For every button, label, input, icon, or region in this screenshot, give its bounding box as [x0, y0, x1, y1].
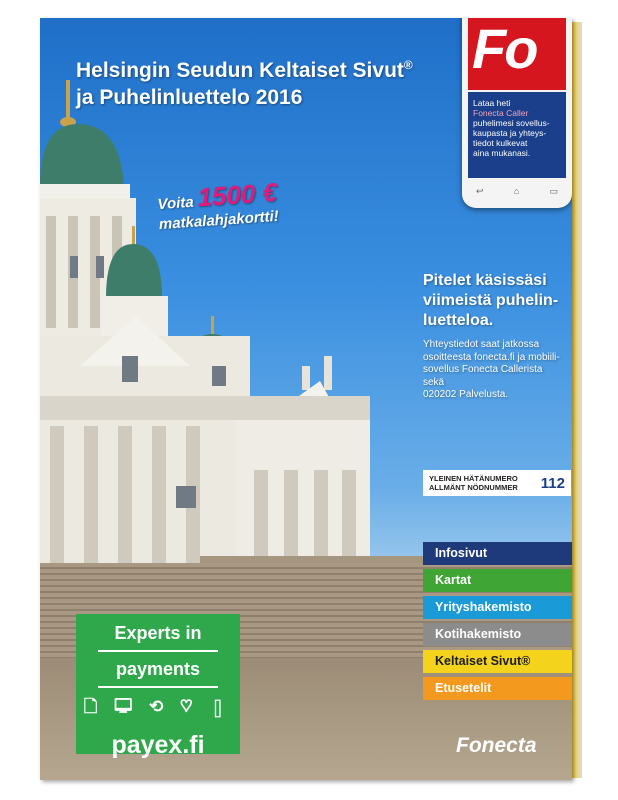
pitch-body-l2: osoitteesta fonecta.fi ja mobiili-: [423, 351, 560, 363]
payex-ad: [76, 614, 240, 759]
back-icon: ↩: [476, 186, 484, 196]
phone-nav-bar: [476, 186, 558, 198]
cathedral-illustration: [40, 66, 380, 586]
phone-text-3: puhelimesi sovellus-: [473, 118, 550, 128]
home-icon: ⌂: [513, 186, 520, 196]
tab-label: Kartat: [435, 573, 472, 587]
prize-amount: 1500 €: [196, 176, 278, 213]
phone-text-2: Fonecta Caller: [473, 108, 529, 118]
tab-label: Etusetelit: [435, 681, 492, 695]
pitch-heading-l3: luetteloa.: [423, 312, 494, 329]
page-edges: [572, 22, 582, 778]
pitch-body-l4: 020202 Palvelusta.: [423, 389, 509, 400]
ad-headline: [76, 622, 240, 688]
ad-line-1: Experts in: [114, 623, 202, 643]
pitch-body-l1: Yhteystiedot saat jatkossa: [423, 339, 540, 350]
prize-line-2: matkalahjakortti!: [158, 207, 280, 234]
phone-book-cover: [40, 18, 572, 780]
pitch-heading-l2: viimeistä puhelin-: [423, 292, 559, 309]
phone-text-5: tiedot kulkevat: [473, 138, 528, 148]
ad-url: payex.fi: [111, 731, 205, 759]
phone-text-6: aina mukanasi.: [473, 148, 531, 158]
fonecta-logo: Fo: [472, 18, 537, 80]
ad-line-2: payments: [115, 659, 201, 679]
pitch-body: [423, 339, 565, 402]
tab-label: Keltaiset Sivut®: [435, 654, 531, 668]
ad-divider: [98, 650, 218, 652]
registered-mark: ®: [403, 58, 413, 72]
tab-label: Yrityshakemisto: [435, 600, 532, 614]
emergency-label-sv: ALLMÄNT NÖDNUMMER: [429, 483, 518, 492]
tab-label: Kotihakemisto: [435, 627, 522, 641]
fonecta-logo-block: [468, 18, 566, 90]
pitch-heading-l1: Pitelet käsissäsi: [423, 272, 547, 289]
tab-yrityshakemisto[interactable]: [423, 596, 572, 619]
prize-callout: [156, 176, 280, 235]
cover-title: [76, 52, 413, 111]
title-line-2: ja Puhelinluettelo 2016: [76, 86, 303, 109]
tab-kartat[interactable]: [423, 569, 572, 592]
ad-divider: [98, 686, 218, 688]
phone-screen: [468, 92, 566, 178]
emergency-number: 112: [540, 474, 565, 492]
menu-icon: ▭: [549, 186, 558, 196]
prize-prefix: Voita: [156, 193, 195, 214]
pitch-body-l3: sovellus Fonecta Callerista sekä: [423, 364, 543, 388]
emergency-label-fi: YLEINEN HÄTÄNUMERO: [429, 474, 518, 483]
phone-text-4: kaupasta ja yhteys-: [473, 128, 547, 138]
payment-icons: 🗋 🖵 ⟲ ♡ ▯: [83, 697, 233, 716]
fonecta-brand: Fonecta: [456, 734, 537, 757]
tab-keltaiset-sivut[interactable]: [423, 650, 572, 673]
emergency-number-box: [423, 470, 571, 496]
tab-infosivut[interactable]: [423, 542, 572, 565]
pitch-block: [423, 271, 565, 402]
phone-promo: [462, 18, 572, 208]
tab-etusetelit[interactable]: [423, 677, 572, 700]
tab-kotihakemisto[interactable]: [423, 623, 572, 646]
title-line-1: Helsingin Seudun Keltaiset Sivut: [76, 59, 404, 82]
index-tabs: [423, 542, 572, 704]
phone-text-1: Lataa heti: [473, 98, 511, 108]
pitch-heading: [423, 271, 565, 331]
tab-label: Infosivut: [435, 546, 488, 560]
